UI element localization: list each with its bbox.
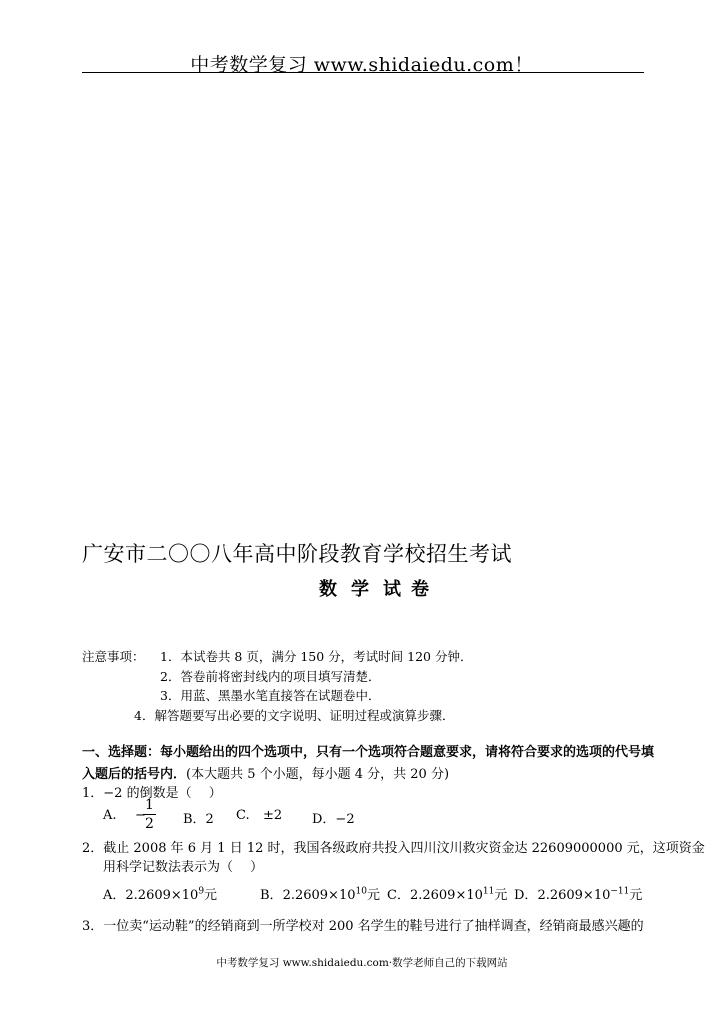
option-c-base: 2.2609×10 xyxy=(409,888,483,903)
fraction-denominator: 2 xyxy=(145,816,154,832)
option-a-base: 2.2609×10 xyxy=(125,888,199,903)
option-a-label: A. xyxy=(103,808,117,823)
paper-title-char: 试 xyxy=(383,579,407,600)
paper-title-char: 学 xyxy=(351,579,375,600)
option-b: B．2 xyxy=(183,812,214,827)
option-c xyxy=(387,884,507,903)
option-b-label: B． xyxy=(260,888,283,903)
option-a-label: A． xyxy=(103,888,126,903)
option-d: D．−2 xyxy=(312,812,355,827)
page-header: 中考数学复习 www.shidaiedu.com！ xyxy=(190,54,534,76)
question-2-stem-line2: 用科学记数法表示为（ ） xyxy=(103,860,264,875)
note-item: 1．本试卷共 8 页，满分 150 分，考试时间 120 分钟． xyxy=(160,649,473,664)
option-a-sign: − xyxy=(135,808,146,823)
option-b-exp: 10 xyxy=(355,886,367,897)
option-a xyxy=(103,884,217,903)
notes-label: 注意事项： xyxy=(82,649,145,664)
option-a-exp: 9 xyxy=(198,886,205,897)
option-b-unit: 元 xyxy=(366,888,380,903)
paper-title-char: 卷 xyxy=(411,579,435,600)
option-a-unit: 元 xyxy=(204,888,218,903)
option-d-label: D． xyxy=(514,888,538,903)
option-d-exp: −11 xyxy=(610,886,630,897)
header-rule xyxy=(82,72,644,73)
exam-title: 广安市二〇〇八年高中阶段教育学校招生考试 xyxy=(82,542,512,566)
section-instructions-bold: 入题后的括号内． xyxy=(82,767,187,782)
note-item: 2．答卷前将密封线内的项目填写清楚． xyxy=(160,669,381,684)
section-heading: 一、选择题：每小题给出的四个选项中，只有一个选项符合题意要求，请将符合要求的选项的代号填 xyxy=(82,745,655,760)
question-1-stem: 1．−2 的倒数是（ ） xyxy=(82,786,222,801)
paper-title-char: 数 xyxy=(319,579,343,600)
section-instructions-rest: (本大题共 5 个小题，每小题 4 分，共 20 分) xyxy=(186,767,450,782)
section-instructions xyxy=(82,763,449,782)
option-c-label: C． xyxy=(387,888,410,903)
note-item: 4．解答题要写出必要的文字说明、证明过程或演算步骤． xyxy=(134,708,455,723)
option-c-unit: 元 xyxy=(494,888,508,903)
paper-title xyxy=(0,575,724,601)
option-d xyxy=(514,884,642,903)
question-2-options xyxy=(103,884,663,904)
note-item: 3．用蓝、黑墨水笔直接答在试题卷中． xyxy=(160,688,381,703)
option-d-base: 2.2609×10 xyxy=(537,888,611,903)
option-b-base: 2.2609×10 xyxy=(282,888,356,903)
fraction-numerator: 1 xyxy=(145,797,154,813)
page-footer: 中考数学复习 www.shidaiedu.com·数学老师自己的下载网站 xyxy=(216,957,508,969)
question-3-stem: 3．一位卖“运动鞋”的经销商到一所学校对 200 名学生的鞋号进行了抽样调查，经销商最感兴趣的 xyxy=(82,919,644,934)
option-c-exp: 11 xyxy=(482,886,495,897)
question-2-stem-line1: 2．截止 2008 年 6 月 1 日 12 时，我国各级政府共投入四川汶川救灾资金达 22609000000 元，这项资金 xyxy=(82,841,705,856)
option-a-fraction xyxy=(143,798,156,831)
option-c-value: ±2 xyxy=(263,808,283,823)
option-b xyxy=(260,884,380,903)
option-c-label: C. xyxy=(236,808,250,823)
option-d-unit: 元 xyxy=(629,888,643,903)
